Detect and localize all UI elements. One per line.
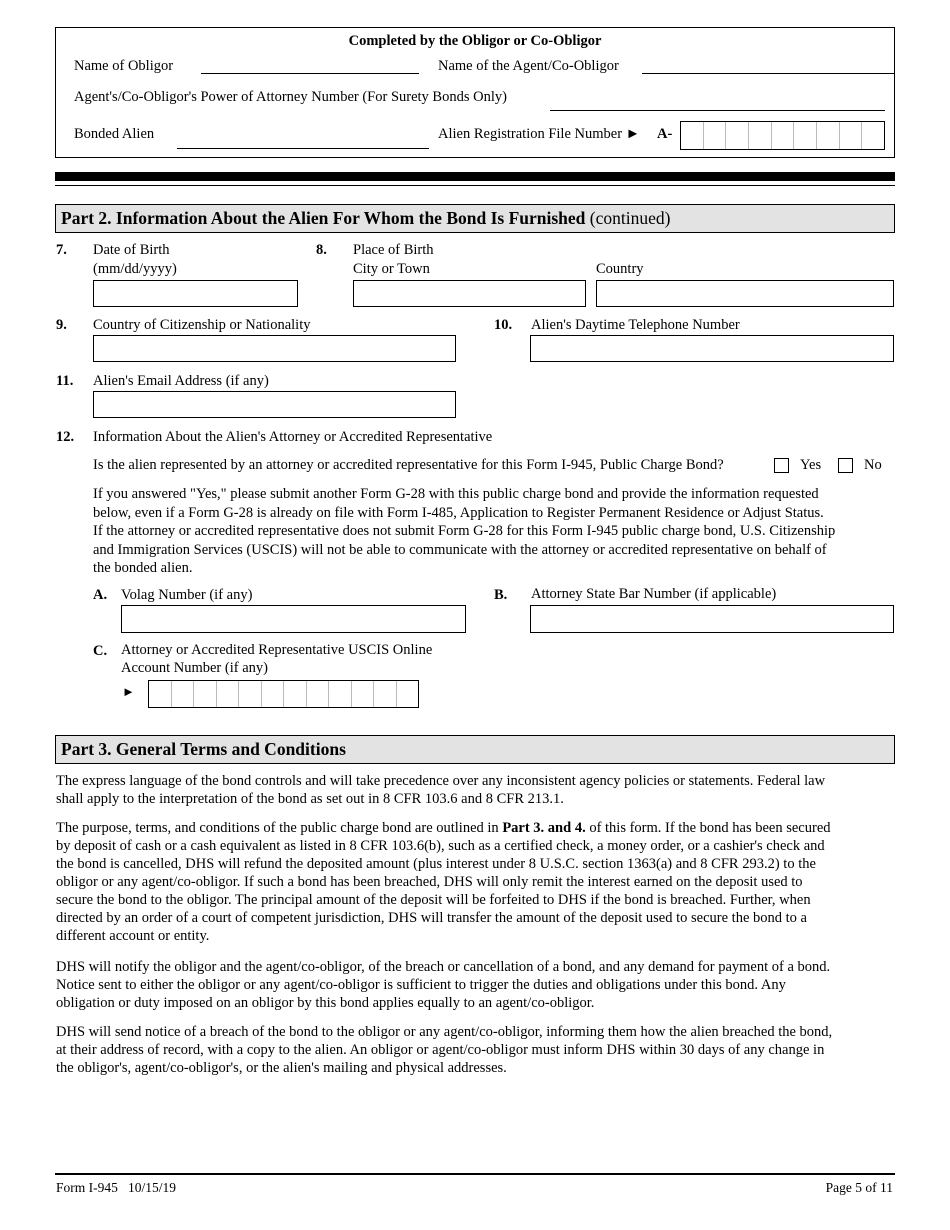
part3-paragraph-3 [56, 958, 898, 1012]
text-line: shall apply to the interpretation of the bond as set out in 8 CFR 103.6 and 8 CFR 213.1. [56, 791, 564, 807]
footer-rule [55, 1173, 895, 1175]
part2-title: Part 2. Information About the Alien For Whom the Bond Is Furnished [61, 208, 586, 228]
daytime-phone-input[interactable] [530, 335, 894, 362]
q12-instructions-line: below, even if a Form G-28 is already on file with Form I-485, Application to Register Permanent Residence or Adjust Status. [93, 504, 824, 521]
q12c-letter: C. [93, 643, 108, 659]
q8-number: 8. [316, 242, 327, 258]
volag-number-input[interactable] [121, 605, 466, 633]
q10-label: Alien's Daytime Telephone Number [531, 317, 740, 333]
form-id: Form I-945 10/15/19 [56, 1180, 176, 1195]
q9-label: Country of Citizenship or Nationality [93, 317, 311, 333]
text-line: of this form. If the bond has been secured [589, 820, 831, 836]
text-line: the bond is cancelled, DHS will refund the deposited amount (plus interest under 8 U.S.C. section 1363(a) and 8 CFR 293.2) to the [56, 856, 816, 872]
q11-label: Alien's Email Address (if any) [93, 373, 269, 389]
name-obligor-input[interactable] [201, 73, 419, 74]
birth-city-input[interactable] [353, 280, 586, 307]
part-reference: Part 3. and 4. [502, 820, 586, 836]
thin-divider [55, 185, 895, 186]
q8-country-label: Country [596, 261, 644, 277]
q12c-label: Attorney or Accredited Representative USCIS Online [121, 642, 433, 658]
represented-no-label: No [864, 457, 882, 473]
text-line: different account or entity. [56, 928, 210, 944]
text-line: DHS will notify the obligor and the agent/co-obligor, of the breach or cancellation of a bond, and any demand for payment of a bond. [56, 959, 831, 975]
text-line: obligor or any agent/co-obligor. If such a bond has been breached, DHS will only remit the interest earned on the deposit used to [56, 874, 803, 890]
bonded-alien-label: Bonded Alien [74, 126, 155, 142]
thick-divider [55, 172, 895, 181]
q8-label: Place of Birth [353, 242, 434, 258]
q12a-label: Volag Number (if any) [121, 587, 253, 603]
arn-label: Alien Registration File Number ► [438, 126, 641, 142]
part3-title: Part 3. General Terms and Conditions [61, 739, 346, 759]
q12-question: Is the alien represented by an attorney or accredited representative for this Form I-945, Public Charge Bond? [93, 457, 724, 473]
text-line: at their address of record, with a copy to the alien. An obligor or agent/co-obligor must inform DHS within 30 days of any change in [56, 1042, 825, 1058]
represented-yes-checkbox[interactable] [774, 458, 789, 473]
text-line: secure the bond to the obligor. The principal amount of the deposit will be forfeited to DHS if the bond is breached. Further, when [56, 892, 811, 908]
email-input[interactable] [93, 391, 456, 418]
name-agent-input[interactable] [642, 73, 895, 74]
text-line: the obligor's, agent/co-obligor's, or the alien's mailing and physical addresses. [56, 1060, 507, 1076]
birth-country-input[interactable] [596, 280, 894, 307]
uscis-account-input[interactable] [148, 680, 419, 708]
name-agent-label: Name of the Agent/Co-Obligor [438, 58, 619, 74]
text-line: The express language of the bond controls and will take precedence over any inconsistent agency policies or statements. Federal law [56, 773, 826, 789]
arn-input[interactable] [680, 121, 885, 150]
q12-number: 12. [56, 429, 75, 445]
q9-number: 9. [56, 317, 67, 333]
q7-label: Date of Birth [93, 242, 170, 258]
part3-paragraph-1 [56, 772, 898, 808]
part2-header [55, 204, 895, 233]
q12a-letter: A. [93, 587, 108, 603]
q12-label: Information About the Alien's Attorney or Accredited Representative [93, 429, 493, 445]
text-line: obligation or duty imposed on an obligor by this bond applies equally to an agent/co-obligor. [56, 995, 595, 1011]
q12-instructions-line: and Immigration Services (USCIS) will not be able to communicate with the attorney or accredited representative on behalf of [93, 541, 827, 558]
q12-instructions-line: If the attorney or accredited representative does not submit Form G-28 for this Form I-945 public charge bond, U.S. Citizenship [93, 523, 836, 539]
q12-instructions-line: the bonded alien. [93, 560, 193, 576]
q12c-label-cont: Account Number (if any) [121, 660, 268, 676]
poa-input[interactable] [550, 110, 885, 111]
q12-instructions-line: If you answered "Yes," please submit another Form G-28 with this public charge bond and provide the information requested [93, 486, 819, 502]
page-number: Page 5 of 11 [825, 1180, 893, 1195]
text-line: directed by an order of a court of competent jurisdiction, DHS will transfer the amount of the deposit used to secure the bond to a [56, 910, 807, 926]
bonded-alien-input[interactable] [177, 148, 429, 149]
part3-paragraph-4 [56, 1023, 898, 1077]
q11-number: 11. [56, 373, 74, 389]
text-line: Notice sent to either the obligor or any agent/co-obligor is sufficient to trigger the duties and obligations under this bond. Any [56, 977, 786, 993]
obligor-header-title: Completed by the Obligor or Co-Obligor [348, 33, 602, 49]
represented-no-checkbox[interactable] [838, 458, 853, 473]
part2-title-suffix: (continued) [589, 208, 671, 228]
q10-number: 10. [494, 317, 513, 333]
q12b-letter: B. [494, 587, 508, 603]
q7-format-hint: (mm/dd/yyyy) [93, 261, 177, 277]
text-line: DHS will send notice of a breach of the bond to the obligor or any agent/co-obligor, informing them how the alien breached the bond, [56, 1024, 833, 1040]
part3-header [55, 735, 895, 764]
q7-number: 7. [56, 242, 67, 258]
arrow-icon: ► [122, 684, 135, 699]
represented-yes-label: Yes [800, 457, 822, 473]
q12-instructions [93, 485, 898, 578]
poa-label: Agent's/Co-Obligor's Power of Attorney Number (For Surety Bonds Only) [74, 89, 507, 105]
arn-prefix: A- [657, 126, 673, 142]
text-line: The purpose, terms, and conditions of the public charge bond are outlined in [56, 820, 499, 836]
q12b-label: Attorney State Bar Number (if applicable) [531, 586, 777, 602]
text-line: by deposit of cash or a cash equivalent as listed in 8 CFR 103.6(b), such as a certified check, a money order, or a cashier's check and [56, 838, 825, 854]
date-of-birth-input[interactable] [93, 280, 298, 307]
name-obligor-label: Name of Obligor [74, 58, 174, 74]
state-bar-number-input[interactable] [530, 605, 894, 633]
citizenship-input[interactable] [93, 335, 456, 362]
q8-city-label: City or Town [353, 261, 430, 277]
part3-paragraph-2 [56, 819, 898, 945]
